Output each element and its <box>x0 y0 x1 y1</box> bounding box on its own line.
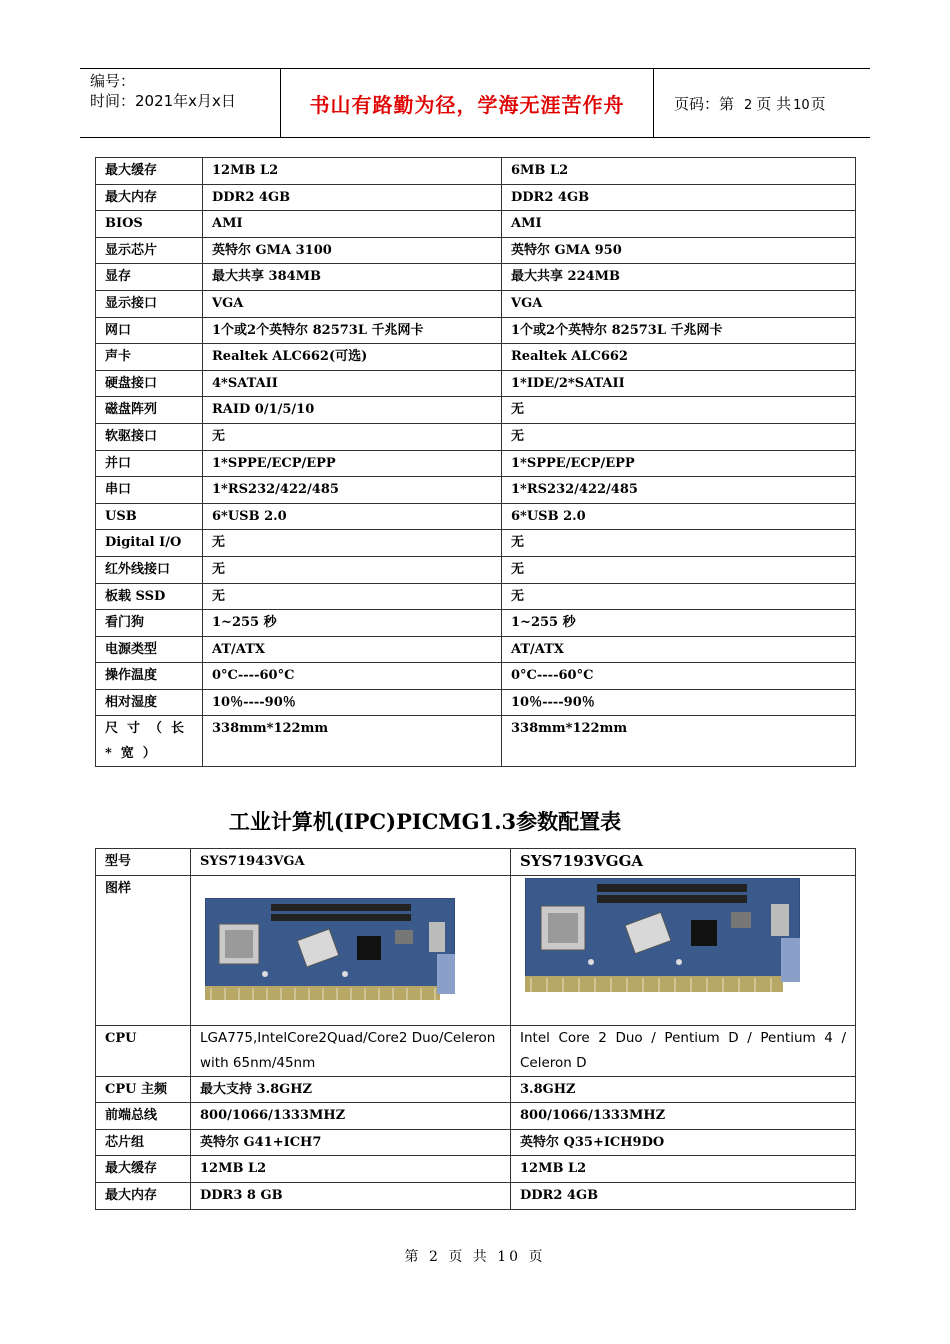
row-value-a: 10％----90％ <box>203 689 502 716</box>
table-row <box>96 264 856 291</box>
table-row <box>96 397 856 424</box>
row-value-b: 800/1066/1333MHZ <box>511 1103 856 1130</box>
row-value-a: RAID 0/1/5/10 <box>203 397 502 424</box>
row-value-a: Realtek ALC662(可选) <box>203 344 502 371</box>
table-row <box>96 290 856 317</box>
row-label: 并口 <box>96 450 203 477</box>
row-value-a: 1个或2个英特尔 82573L 千兆网卡 <box>203 317 502 344</box>
row-value-a: 12MB L2 <box>191 1156 511 1183</box>
page-prefix: 页码：第 <box>674 94 735 113</box>
row-label: 板载 SSD <box>96 583 203 610</box>
section-title: 工业计算机(IPC)PICMG1.3参数配置表 <box>228 809 622 834</box>
page-header <box>80 68 870 138</box>
row-value-a: 4*SATAII <box>203 370 502 397</box>
row-label: 最大缓存 <box>96 158 203 185</box>
row-value-b: 6MB L2 <box>502 158 856 185</box>
row-value-a: DDR2 4GB <box>203 184 502 211</box>
row-value-b: 3.8GHZ <box>511 1076 856 1103</box>
table-row <box>96 636 856 663</box>
row-value-a: AT/ATX <box>203 636 502 663</box>
table-row <box>96 610 856 637</box>
row-value-a: 0°C----60°C <box>203 663 502 690</box>
row-label: 网口 <box>96 317 203 344</box>
table-row <box>96 370 856 397</box>
table-row <box>96 503 856 530</box>
footer-mid: 页 共 <box>448 1249 490 1265</box>
row-label: 最大内存 <box>96 184 203 211</box>
row-label: BIOS <box>96 211 203 238</box>
row-label: USB <box>96 503 203 530</box>
row-value-b: 1~255 秒 <box>502 610 856 637</box>
table-row <box>96 1156 856 1183</box>
page-footer <box>0 1246 950 1266</box>
row-value-b: 338mm*122mm <box>502 716 856 767</box>
table-row <box>96 450 856 477</box>
table-row <box>96 184 856 211</box>
row-label: 显示芯片 <box>96 237 203 264</box>
header-number: 编号： <box>90 72 136 90</box>
table-row <box>96 530 856 557</box>
row-value-b: 12MB L2 <box>511 1156 856 1183</box>
spec-table-body <box>96 158 856 716</box>
table-row <box>96 875 856 1025</box>
row-value-a: AMI <box>203 211 502 238</box>
table-row <box>96 1129 856 1156</box>
footer-current: 2 <box>428 1249 441 1265</box>
row-value-b: 6*USB 2.0 <box>502 503 856 530</box>
row-value-a: 英特尔 G41+ICH7 <box>191 1129 511 1156</box>
row-value-b: 10％----90％ <box>502 689 856 716</box>
row-label: 显示接口 <box>96 290 203 317</box>
row-value-a: 无 <box>203 556 502 583</box>
table-row <box>96 716 856 767</box>
row-value-b: AT/ATX <box>502 636 856 663</box>
footer-total: 10 <box>497 1249 522 1265</box>
row-value-a: 最大支持 3.8GHZ <box>191 1076 511 1103</box>
config-table <box>95 848 856 1210</box>
row-label: 声卡 <box>96 344 203 371</box>
row-value-b: AMI <box>502 211 856 238</box>
row-value-b: VGA <box>502 290 856 317</box>
spec-table <box>95 157 856 767</box>
page-total: 10 <box>793 97 810 113</box>
table-row <box>96 423 856 450</box>
table-row <box>96 583 856 610</box>
header-motto <box>281 69 654 137</box>
row-label: 最大内存 <box>96 1182 191 1209</box>
cpu-a: LGA775,IntelCore2Quad/Core2 Duo/Celeron with 65nm/45nm <box>191 1025 511 1076</box>
row-value-b: 最大共享 224MB <box>502 264 856 291</box>
row-value-b: 1*RS232/422/485 <box>502 477 856 504</box>
table-row <box>96 1025 856 1076</box>
row-label: 看门狗 <box>96 610 203 637</box>
footer-suffix: 页 <box>528 1249 546 1265</box>
cpu-label: CPU <box>96 1025 191 1076</box>
row-label: 串口 <box>96 477 203 504</box>
row-value-b: DDR2 4GB <box>511 1182 856 1209</box>
board-image-cell-a <box>191 875 511 1025</box>
image-label: 图样 <box>96 875 191 1025</box>
row-label: 前端总线 <box>96 1103 191 1130</box>
board-photo-a <box>205 898 455 1010</box>
table-row <box>96 556 856 583</box>
row-label: 电源类型 <box>96 636 203 663</box>
row-value-b: 英特尔 Q35+ICH9DO <box>511 1129 856 1156</box>
row-label: 硬盘接口 <box>96 370 203 397</box>
row-label: 最大缓存 <box>96 1156 191 1183</box>
row-value-b: 无 <box>502 423 856 450</box>
row-label: 软驱接口 <box>96 423 203 450</box>
table-row <box>96 211 856 238</box>
table-row <box>96 689 856 716</box>
row-value-a: 1*RS232/422/485 <box>203 477 502 504</box>
page-mid: 页 共 <box>756 94 792 113</box>
row-value-a: DDR3 8 GB <box>191 1182 511 1209</box>
header-time: 时间：2021年x月x日 <box>90 92 236 110</box>
row-value-a: 英特尔 GMA 3100 <box>203 237 502 264</box>
row-value-a: 6*USB 2.0 <box>203 503 502 530</box>
row-value-a: 无 <box>203 423 502 450</box>
row-label: 相对湿度 <box>96 689 203 716</box>
row-value-a: 无 <box>203 583 502 610</box>
table-row <box>96 663 856 690</box>
row-value-b: 无 <box>502 556 856 583</box>
table-row <box>96 1103 856 1130</box>
row-label: CPU 主频 <box>96 1076 191 1103</box>
row-label: 显存 <box>96 264 203 291</box>
board-image-cell-b <box>511 875 856 1025</box>
table-row <box>96 344 856 371</box>
row-value-b: 英特尔 GMA 950 <box>502 237 856 264</box>
table-row <box>96 1076 856 1103</box>
table-row <box>96 237 856 264</box>
config-table-body <box>96 1076 856 1209</box>
header-meta <box>80 69 281 137</box>
table-row <box>96 849 856 876</box>
row-label: Digital I/O <box>96 530 203 557</box>
row-value-b: 0°C----60°C <box>502 663 856 690</box>
row-label: 芯片组 <box>96 1129 191 1156</box>
table-row <box>96 1182 856 1209</box>
header-page-info <box>654 69 870 137</box>
row-value-a: VGA <box>203 290 502 317</box>
motto-text: 书山有路勤为径，学海无涯苦作舟 <box>309 92 625 117</box>
page-current: 2 <box>744 97 753 113</box>
footer-prefix: 第 <box>404 1249 422 1265</box>
board-photo-b <box>525 878 800 1004</box>
header-page-text <box>654 93 826 114</box>
cpu-b: Intel Core 2 Duo / Pentium D / Pentium 4 / Celeron D <box>511 1025 856 1076</box>
row-label: 尺寸（长*宽） <box>96 716 203 767</box>
row-value-a: 最大共享 384MB <box>203 264 502 291</box>
row-value-a: 1*SPPE/ECP/EPP <box>203 450 502 477</box>
table-row <box>96 317 856 344</box>
model-a: SYS71943VGA <box>191 849 511 876</box>
row-value-b: 无 <box>502 397 856 424</box>
row-value-b: 1*IDE/2*SATAII <box>502 370 856 397</box>
row-value-a: 338mm*122mm <box>203 716 502 767</box>
table-row <box>96 158 856 185</box>
model-b: SYS7193VGGA <box>511 849 856 876</box>
row-value-b: DDR2 4GB <box>502 184 856 211</box>
table-row <box>96 477 856 504</box>
row-label: 磁盘阵列 <box>96 397 203 424</box>
row-value-a: 12MB L2 <box>203 158 502 185</box>
row-label: 红外线接口 <box>96 556 203 583</box>
row-value-a: 1~255 秒 <box>203 610 502 637</box>
row-value-b: 1*SPPE/ECP/EPP <box>502 450 856 477</box>
row-value-b: 1个或2个英特尔 82573L 千兆网卡 <box>502 317 856 344</box>
row-value-a: 800/1066/1333MHZ <box>191 1103 511 1130</box>
row-label: 操作温度 <box>96 663 203 690</box>
row-value-b: 无 <box>502 530 856 557</box>
row-value-b: 无 <box>502 583 856 610</box>
row-value-a: 无 <box>203 530 502 557</box>
page-suffix: 页 <box>810 94 826 113</box>
row-value-b: Realtek ALC662 <box>502 344 856 371</box>
model-label: 型号 <box>96 849 191 876</box>
